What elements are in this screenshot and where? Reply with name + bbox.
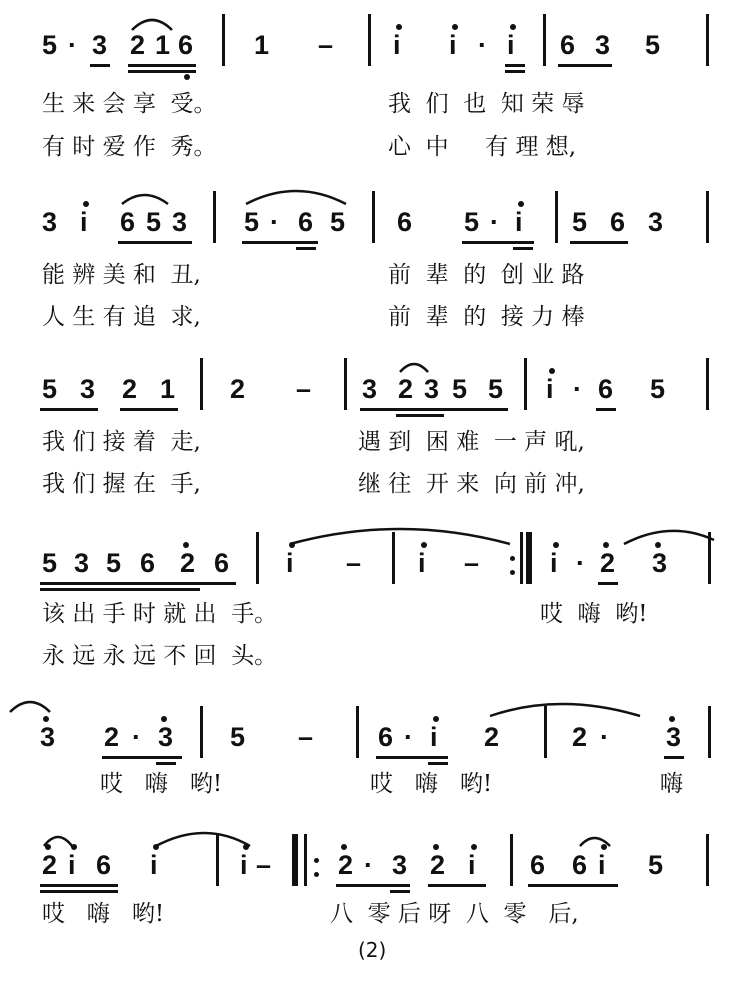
dash: – <box>296 374 312 404</box>
lyric-verse1: 我 们 也 知 荣 辱 <box>388 91 585 117</box>
note: 1 <box>155 30 171 60</box>
tie <box>290 529 510 544</box>
note-dot: · <box>364 850 373 880</box>
note: i <box>393 30 401 60</box>
lyric-verse1: 哎 嗨 哟! <box>100 771 223 797</box>
note: 3 <box>172 207 188 237</box>
note-dot: · <box>68 30 77 60</box>
note: 5 <box>488 374 504 404</box>
tie <box>624 531 714 544</box>
lyric-verse2: 心 中 有 理 想, <box>388 134 577 160</box>
note: i <box>286 548 294 578</box>
note: 3 <box>80 374 96 404</box>
note: 3 <box>92 30 108 60</box>
slur <box>122 195 168 204</box>
lyric-verse2: 有 时 爱 作 秀。 <box>42 134 217 160</box>
note: i <box>507 30 515 60</box>
note: 2 <box>42 850 58 880</box>
note: 2 <box>572 722 588 752</box>
slur <box>400 364 428 372</box>
lyric-verse2: 前 辈 的 接 力 棒 <box>388 304 585 330</box>
lyric-verse1: 生 来 会 享 受。 <box>42 91 217 117</box>
note: 6 <box>572 850 588 880</box>
dash: – <box>464 548 480 578</box>
note: 2 <box>338 850 354 880</box>
slur <box>580 838 610 846</box>
note: i <box>546 374 554 404</box>
lyric-verse1: 该 出 手 时 就 出 手。 <box>42 601 278 627</box>
note: 5 <box>330 207 346 237</box>
lyric-verse1: 我 们 接 着 走, <box>42 429 201 455</box>
note: 3 <box>42 207 58 237</box>
note: 2 <box>484 722 500 752</box>
note: 5 <box>645 30 661 60</box>
note: i <box>449 30 457 60</box>
note: 2 <box>230 374 246 404</box>
dash: – <box>298 722 314 752</box>
note: 3 <box>666 722 682 752</box>
note: 3 <box>424 374 440 404</box>
note-dot: · <box>270 207 279 237</box>
note: 5 <box>648 850 664 880</box>
note: 6 <box>598 374 614 404</box>
lyric-verse2: 继 往 开 来 向 前 冲, <box>358 471 585 497</box>
tie <box>156 833 250 846</box>
note: 3 <box>74 548 90 578</box>
note-dot: · <box>573 374 582 404</box>
slur <box>44 837 72 846</box>
lyric-verse2: 我 们 握 在 手, <box>42 471 201 497</box>
dash: – <box>346 548 362 578</box>
note-dot: · <box>490 207 499 237</box>
note: 6 <box>610 207 626 237</box>
note: 6 <box>178 30 194 60</box>
note: 1 <box>160 374 176 404</box>
note: 1 <box>254 30 270 60</box>
note: 2 <box>130 30 146 60</box>
note: 6 <box>140 548 156 578</box>
note: i <box>68 850 76 880</box>
lyric-verse1: 哎 嗨 哟! <box>370 771 493 797</box>
note: 5 <box>650 374 666 404</box>
note: 6 <box>120 207 136 237</box>
lyric-verse1: 哎 嗨 哟! <box>42 901 165 927</box>
note: 5 <box>452 374 468 404</box>
lyric-verse1: 遇 到 困 难 一 声 吼, <box>358 429 585 455</box>
note: 3 <box>40 722 56 752</box>
note: i <box>240 850 248 880</box>
note: 3 <box>648 207 664 237</box>
note: 6 <box>96 850 112 880</box>
note: i <box>468 850 476 880</box>
note: 5 <box>42 374 58 404</box>
note: 5 <box>146 207 162 237</box>
lyric-verse1: 嗨 <box>660 771 683 797</box>
note: 5 <box>42 548 58 578</box>
note: 6 <box>214 548 230 578</box>
note: 3 <box>158 722 174 752</box>
lyric-verse2: 永 远 永 远 不 回 头。 <box>42 643 278 669</box>
dash: – <box>256 850 272 880</box>
note: i <box>430 722 438 752</box>
lyric-verse2: 人 生 有 追 求, <box>42 304 201 330</box>
note: 5 <box>106 548 122 578</box>
dash: – <box>318 30 334 60</box>
note: 5 <box>464 207 480 237</box>
note: 3 <box>392 850 408 880</box>
note: i <box>418 548 426 578</box>
note: 2 <box>600 548 616 578</box>
note-dot: · <box>576 548 585 578</box>
note: 5 <box>244 207 260 237</box>
note: 3 <box>595 30 611 60</box>
note: 5 <box>572 207 588 237</box>
note: i <box>550 548 558 578</box>
note: i <box>150 850 158 880</box>
note: i <box>515 207 523 237</box>
note-dot: · <box>132 722 141 752</box>
lyric-verse1: 八 零 后 呀 八 零 后, <box>330 901 579 927</box>
note: 5 <box>42 30 58 60</box>
note: 5 <box>230 722 246 752</box>
note: 6 <box>560 30 576 60</box>
lyric-verse1: 哎 嗨 哟! <box>540 601 648 627</box>
slur <box>246 191 346 204</box>
note-dot: · <box>600 722 609 752</box>
lyric-verse1: 能 辨 美 和 丑, <box>42 262 201 288</box>
note: 2 <box>180 548 196 578</box>
tie <box>10 702 50 712</box>
slur <box>132 20 172 30</box>
note: 6 <box>530 850 546 880</box>
page-number: (2) <box>358 938 387 962</box>
note: 2 <box>104 722 120 752</box>
note: 3 <box>652 548 668 578</box>
note: 3 <box>362 374 378 404</box>
note-dot: · <box>478 30 487 60</box>
lyric-verse1: 前 辈 的 创 业 路 <box>388 262 585 288</box>
note-dot: · <box>404 722 413 752</box>
note: 2 <box>398 374 414 404</box>
note: 6 <box>378 722 394 752</box>
note: i <box>80 207 88 237</box>
note: 6 <box>397 207 413 237</box>
tie <box>490 704 640 716</box>
note: i <box>598 850 606 880</box>
note: 6 <box>298 207 314 237</box>
note: 2 <box>122 374 138 404</box>
note: 2 <box>430 850 446 880</box>
